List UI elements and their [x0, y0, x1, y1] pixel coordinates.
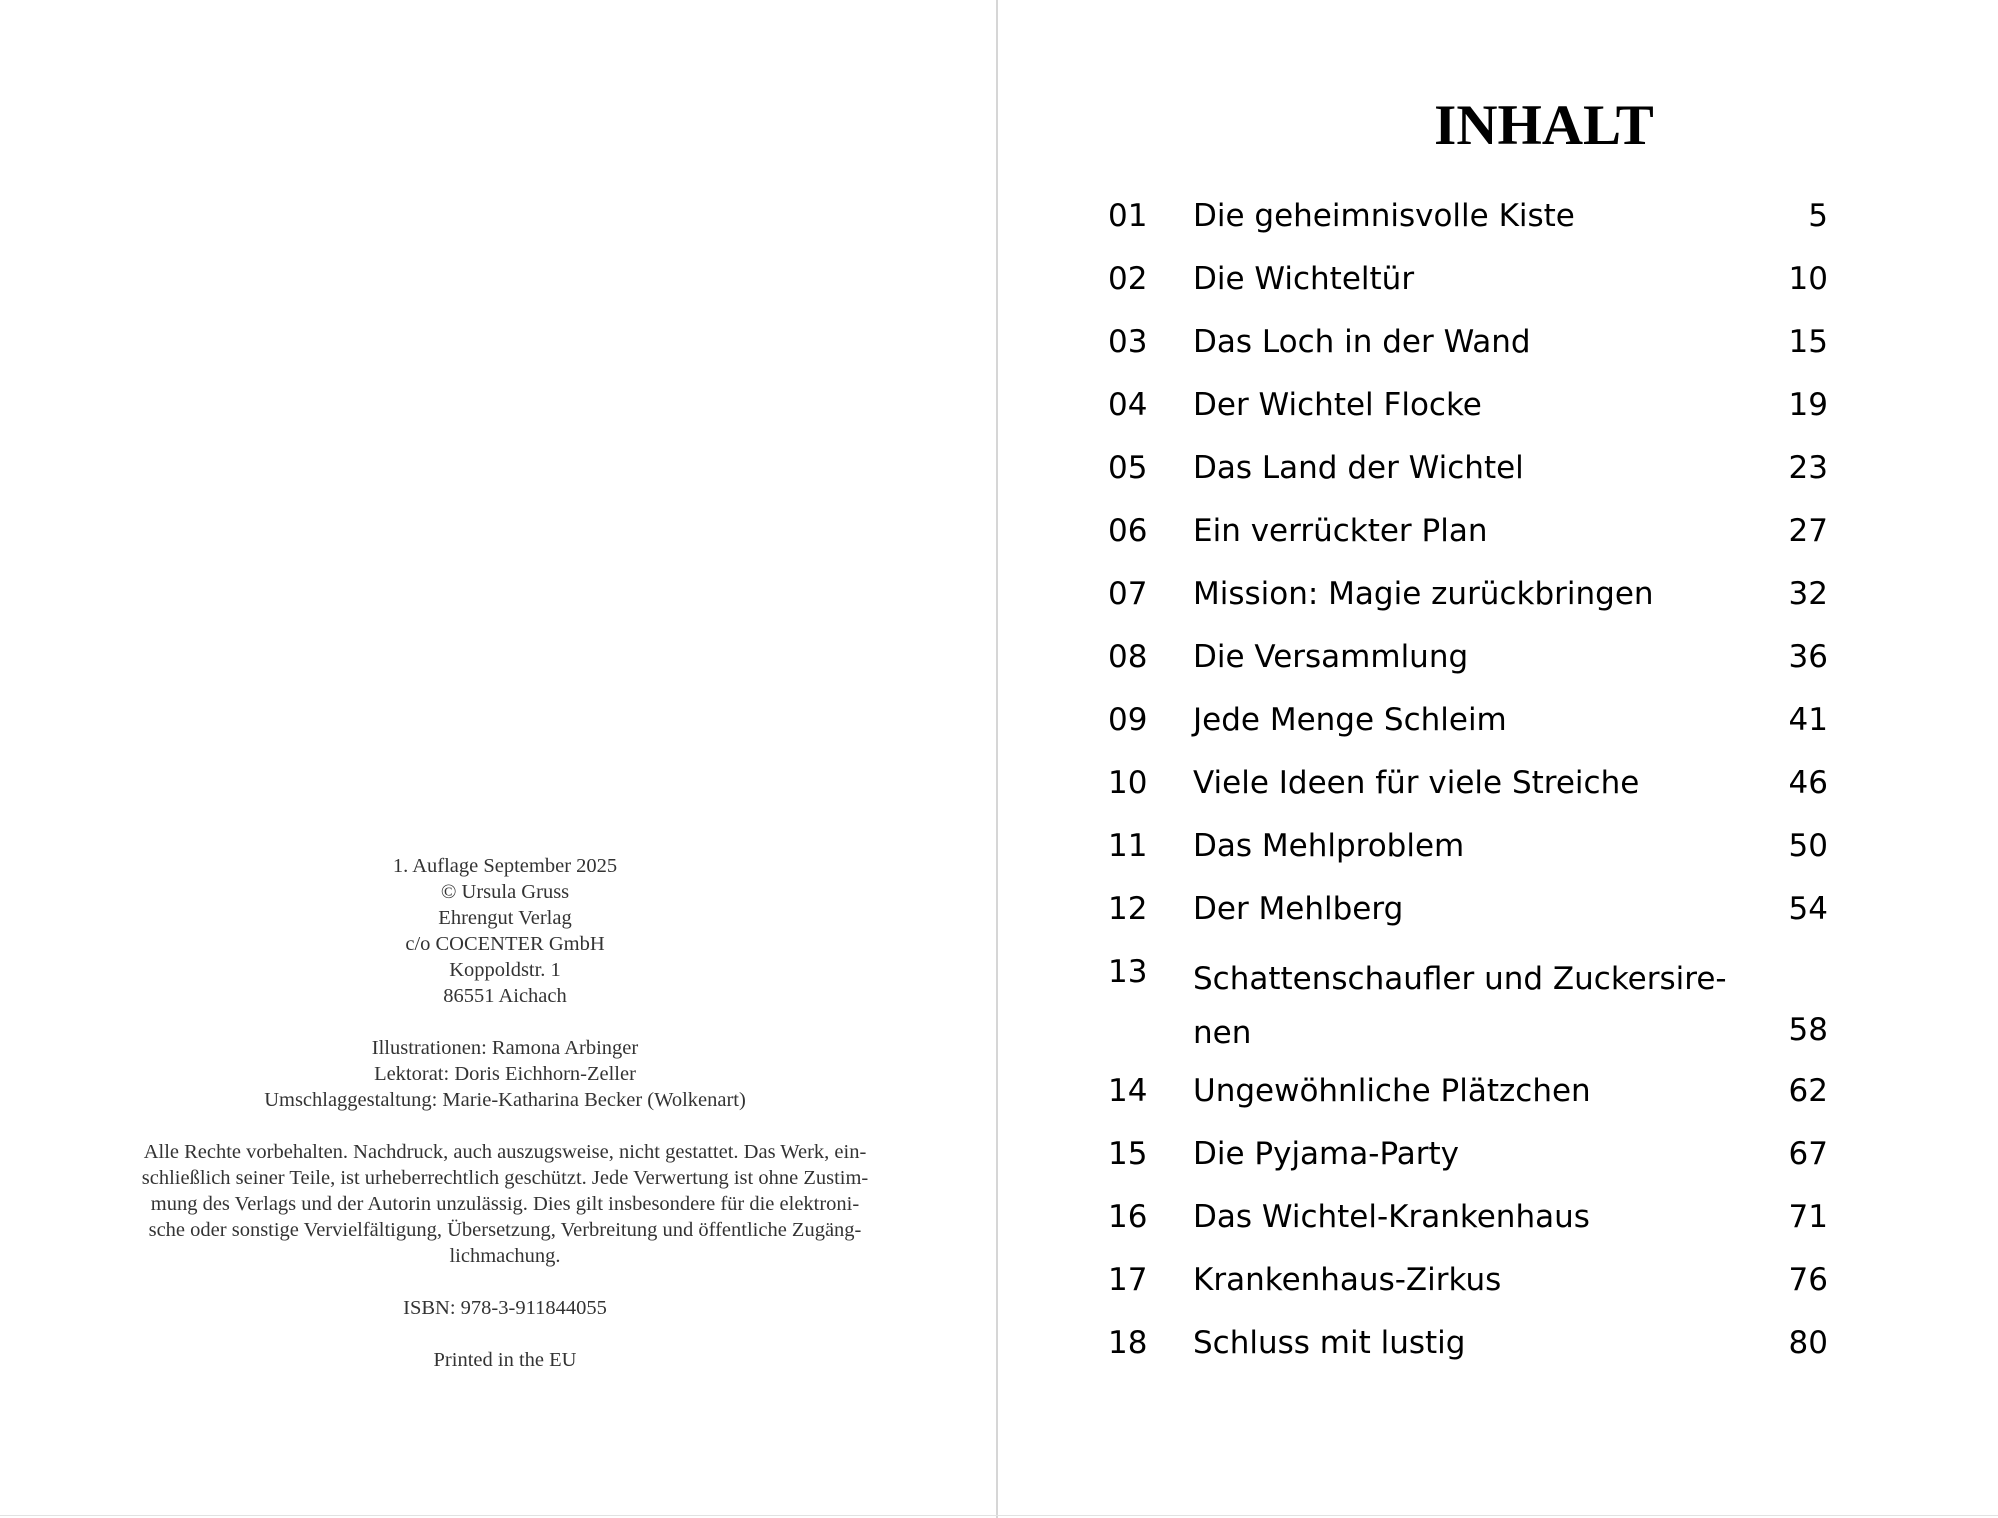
- address-care-of: c/o COCENTER GmbH: [405, 933, 605, 955]
- chapter-title: Die Wichteltür: [1193, 261, 1415, 297]
- chapter-number: 16: [1108, 1199, 1148, 1235]
- chapter-number: 07: [1108, 576, 1148, 612]
- rights-line: sche oder sonstige Vervielfältigung, Übersetzung, Verbreitung und öffentliche Zugäng-: [148, 1219, 862, 1241]
- contents-page: [998, 0, 1998, 1518]
- chapter-page: 46: [1788, 765, 1828, 801]
- chapter-title-line-2: nen: [1193, 1015, 1252, 1051]
- toc-entry: [998, 448, 1998, 488]
- chapter-title: Ungewöhnliche Plätzchen: [1193, 1073, 1591, 1109]
- chapter-title: Mission: Magie zurückbringen: [1193, 576, 1654, 612]
- chapter-page: 32: [1788, 576, 1828, 612]
- chapter-page: 50: [1788, 828, 1828, 864]
- toc-entry: [998, 1260, 1998, 1300]
- chapter-number: 13: [1108, 954, 1148, 990]
- chapter-number: 18: [1108, 1325, 1148, 1361]
- rights-line: Alle Rechte vorbehalten. Nachdruck, auch auszugsweise, nicht gestattet. Das Werk, ein-: [143, 1141, 867, 1163]
- toc-list: [998, 0, 1998, 1518]
- chapter-page: 62: [1788, 1073, 1828, 1109]
- chapter-page: 41: [1788, 702, 1828, 738]
- chapter-page: 58: [1788, 1012, 1828, 1048]
- chapter-title: Die geheimnisvolle Kiste: [1193, 198, 1575, 234]
- rights-line: lichmachung.: [449, 1245, 561, 1267]
- toc-entry: [998, 637, 1998, 677]
- chapter-title: Das Land der Wichtel: [1193, 450, 1524, 486]
- chapter-number: 14: [1108, 1073, 1148, 1109]
- chapter-title: Das Mehlproblem: [1193, 828, 1465, 864]
- chapter-page: 36: [1788, 639, 1828, 675]
- chapter-title: Das Loch in der Wand: [1193, 324, 1531, 360]
- toc-heading: INHALT: [1434, 94, 1654, 157]
- imprint-page: [0, 0, 995, 1518]
- address-city: 86551 Aichach: [443, 985, 567, 1007]
- isbn-line: ISBN: 978-3-911844055: [403, 1297, 607, 1319]
- toc-entry: [998, 1071, 1998, 1111]
- chapter-title: [1193, 952, 1753, 1060]
- chapter-number: 17: [1108, 1262, 1148, 1298]
- address-street: Koppoldstr. 1: [449, 959, 561, 981]
- chapter-title: Ein verrückter Plan: [1193, 513, 1488, 549]
- imprint-block: [110, 853, 900, 1373]
- credit-cover-design: Umschlaggestaltung: Marie-Katharina Becker (Wolkenart): [264, 1089, 746, 1111]
- printed-in-line: Printed in the EU: [433, 1349, 577, 1371]
- rights-line: mung des Verlags und der Autorin unzulässig. Dies gilt insbesondere für die elektroni-: [150, 1193, 860, 1215]
- toc-entry: [998, 889, 1998, 929]
- chapter-page: 15: [1788, 324, 1828, 360]
- toc-entry: [998, 826, 1998, 866]
- toc-entry: [998, 763, 1998, 803]
- chapter-number: 15: [1108, 1136, 1148, 1172]
- chapter-page: 19: [1788, 387, 1828, 423]
- chapter-number: 08: [1108, 639, 1148, 675]
- chapter-number: 04: [1108, 387, 1148, 423]
- chapter-number: 12: [1108, 891, 1148, 927]
- chapter-title: Jede Menge Schleim: [1193, 702, 1507, 738]
- toc-entry: [998, 952, 1998, 1052]
- copyright-line: © Ursula Gruss: [440, 881, 570, 903]
- toc-entry: [998, 511, 1998, 551]
- toc-entry: [998, 322, 1998, 362]
- chapter-title: Der Wichtel Flocke: [1193, 387, 1482, 423]
- toc-entry: [998, 196, 1998, 236]
- chapter-title: Das Wichtel-Krankenhaus: [1193, 1199, 1590, 1235]
- page-bottom-edge: [0, 1515, 1998, 1516]
- credit-editing: Lektorat: Doris Eichhorn-Zeller: [374, 1063, 636, 1085]
- chapter-page: 80: [1788, 1325, 1828, 1361]
- chapter-page: 54: [1788, 891, 1828, 927]
- toc-entry: [998, 1197, 1998, 1237]
- chapter-page: 67: [1788, 1136, 1828, 1172]
- chapter-page: 76: [1788, 1262, 1828, 1298]
- toc-entry: [998, 700, 1998, 740]
- chapter-title: Viele Ideen für viele Streiche: [1193, 765, 1640, 801]
- chapter-number: 05: [1108, 450, 1148, 486]
- chapter-title: Die Pyjama-Party: [1193, 1136, 1459, 1172]
- chapter-page: 71: [1788, 1199, 1828, 1235]
- chapter-number: 09: [1108, 702, 1148, 738]
- chapter-number: 02: [1108, 261, 1148, 297]
- chapter-number: 10: [1108, 765, 1148, 801]
- chapter-number: 06: [1108, 513, 1148, 549]
- chapter-title: Die Versammlung: [1193, 639, 1469, 675]
- chapter-title: Der Mehlberg: [1193, 891, 1404, 927]
- chapter-title: Schluss mit lustig: [1193, 1325, 1466, 1361]
- chapter-number: 11: [1108, 828, 1148, 864]
- edition-line: 1. Auflage September 2025: [392, 855, 618, 877]
- toc-entry: [998, 1323, 1998, 1363]
- chapter-title: Krankenhaus-Zirkus: [1193, 1262, 1502, 1298]
- chapter-title-line-1: Schattenschaufler und Zuckersire-: [1193, 961, 1727, 997]
- chapter-number: 03: [1108, 324, 1148, 360]
- chapter-page: 23: [1788, 450, 1828, 486]
- chapter-page: 5: [1808, 198, 1828, 234]
- toc-entry: [998, 1134, 1998, 1174]
- chapter-page: 27: [1788, 513, 1828, 549]
- toc-entry: [998, 385, 1998, 425]
- rights-line: schließlich seiner Teile, ist urheberrechtlich geschützt. Jede Verwertung ist ohne Zustim-: [141, 1167, 869, 1189]
- credit-illustrations: Illustrationen: Ramona Arbinger: [371, 1037, 639, 1059]
- publisher-line: Ehrengut Verlag: [438, 907, 572, 929]
- chapter-page: 10: [1788, 261, 1828, 297]
- chapter-number: 01: [1108, 198, 1148, 234]
- toc-entry: [998, 259, 1998, 299]
- toc-entry: [998, 574, 1998, 614]
